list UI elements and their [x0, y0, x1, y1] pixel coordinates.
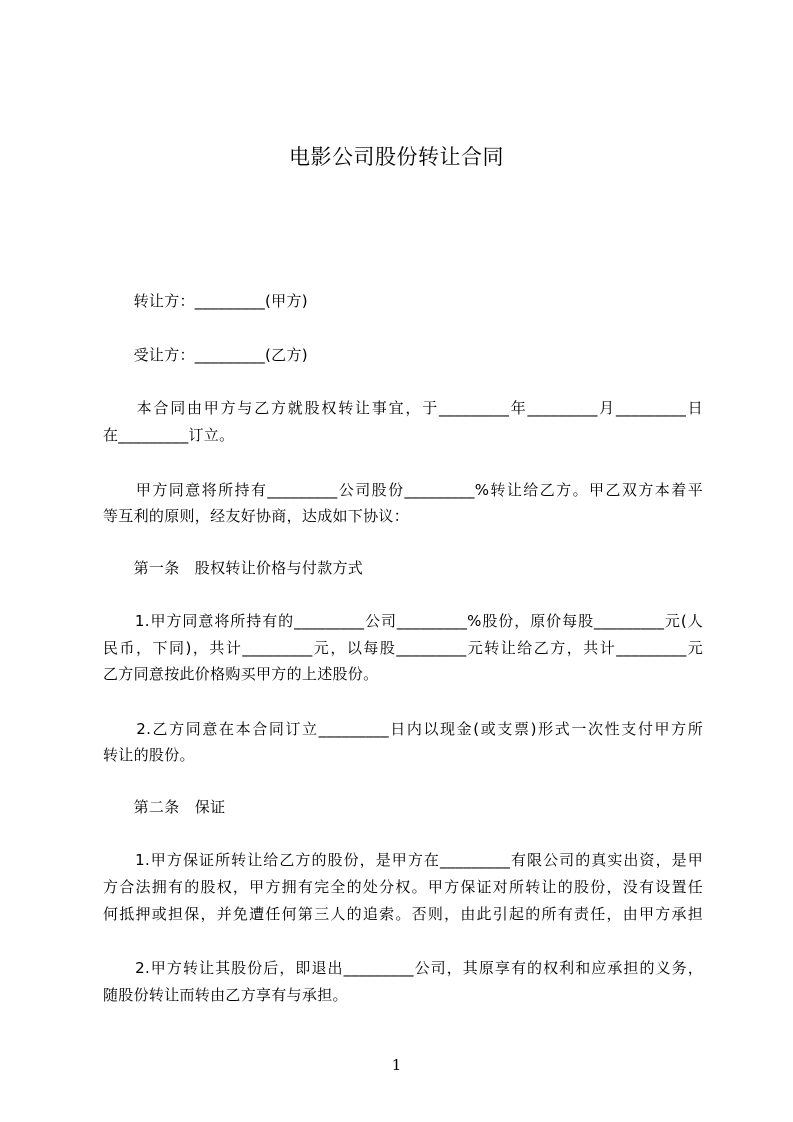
paragraph-line: 2.甲方转让其股份后，即退出_________公司，其原享有的权利和应承担的义务， [103, 959, 703, 977]
article-heading: 第二条 保证 [103, 798, 226, 816]
paragraph-line: 随股份转让而转由乙方享有与承担。 [103, 986, 348, 1004]
transferee-line: 受让方：_________(乙方) [103, 346, 308, 364]
paragraph-line: 民币，下同)，共计_________元，以每股_________元转让给乙方，共计_________元 [103, 639, 703, 657]
paragraph-line: 方合法拥有的股权，甲方拥有完全的处分权。甲方保证对所转让的股份，没有设置任 [103, 878, 703, 896]
paragraph-line: 何抵押或担保，并免遭任何第三人的追索。否则，由此引起的所有责任，由甲方承担 [103, 905, 703, 923]
paragraph-line: 1.甲方保证所转让给乙方的股份，是甲方在_________有限公司的真实出资，是甲 [103, 851, 703, 869]
transferor-line: 转让方：_________(甲方) [103, 292, 308, 310]
article-heading: 第一条 股权转让价格与付款方式 [103, 559, 364, 577]
paragraph-line: 乙方同意按此价格购买甲方的上述股份。 [103, 665, 379, 683]
paragraph-line: 本合同由甲方与乙方就股权转让事宜，于_________年_________月_________日 [103, 399, 703, 417]
paragraph-line: 1.甲方同意将所持有的_________公司_________%股份，原价每股_________元(人 [103, 612, 703, 630]
paragraph-line: 2.乙方同意在本合同订立_________日内以现金(或支票)形式一次性支付甲方所 [103, 720, 703, 738]
paragraph-line: 转让的股份。 [103, 746, 195, 764]
paragraph-line: 等互利的原则，经友好协商，达成如下协议： [103, 507, 410, 525]
document-title: 电影公司股份转让合同 [289, 145, 504, 169]
paragraph-line: 在_________订立。 [103, 426, 235, 444]
page-number: 1 [391, 1056, 402, 1074]
paragraph-line: 甲方同意将所持有_________公司股份_________%转让给乙方。甲乙双方本着平 [103, 481, 703, 499]
